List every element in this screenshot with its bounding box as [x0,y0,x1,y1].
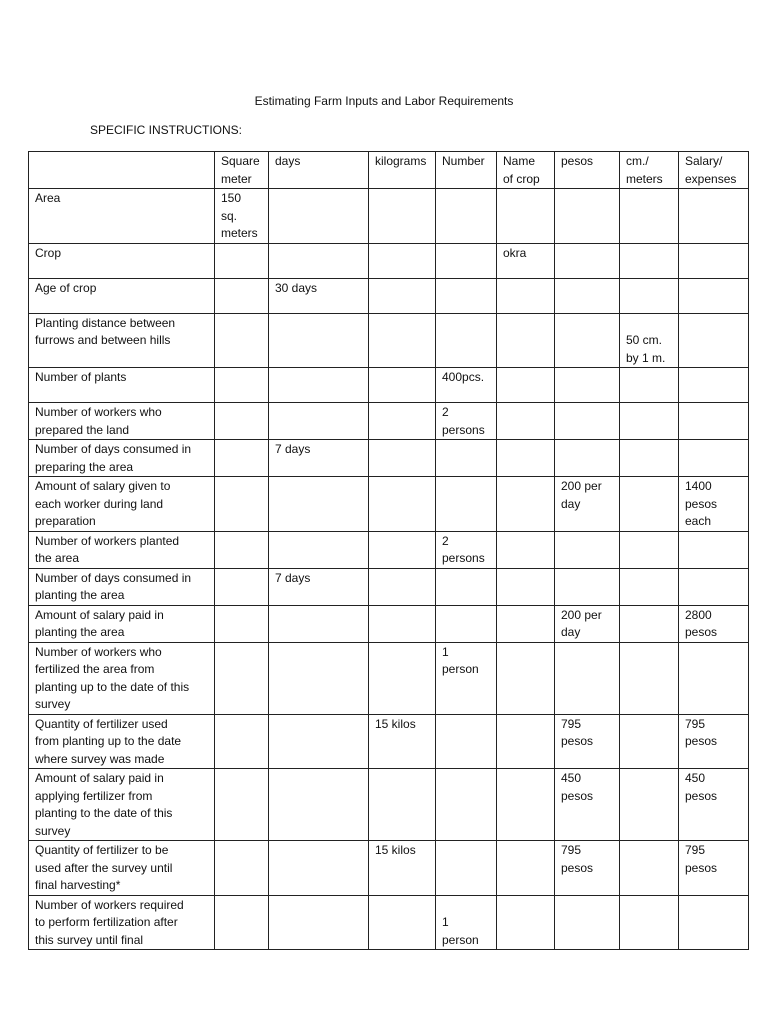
table-cell [215,642,269,714]
header-cell-days: days [269,152,369,189]
table-cell [215,714,269,769]
row-label-cell: Quantity of fertilizer to be used after the survey until final harvesting* [29,841,215,896]
table-cell: 150 sq. meters [215,189,269,244]
table-cell [620,841,679,896]
table-row [29,477,749,532]
table-cell [497,368,555,403]
header-cell-square-meter: Square meter [215,152,269,189]
table-cell [369,477,436,532]
table-cell: 450 pesos [679,769,749,841]
row-label-cell: Crop [29,243,215,278]
header-cell-pesos: pesos [555,152,620,189]
table-row [29,605,749,642]
table-cell [679,189,749,244]
table-cell [436,714,497,769]
row-label-cell: Number of workers planted the area [29,531,215,568]
table-cell [620,368,679,403]
table-cell [215,440,269,477]
table-cell [555,243,620,278]
table-cell: 450 pesos [555,769,620,841]
table-cell [620,605,679,642]
table-cell [215,568,269,605]
table-cell: okra [497,243,555,278]
table-cell [436,243,497,278]
table-cell [497,278,555,313]
table-cell [436,440,497,477]
header-cell-blank [29,152,215,189]
table-cell [679,531,749,568]
table-cell [369,189,436,244]
table-cell: 795 pesos [555,714,620,769]
table-cell [436,769,497,841]
table-cell [497,642,555,714]
table-cell [269,477,369,532]
table-cell: 1 person [436,895,497,950]
header-cell-salary-expenses: Salary/ expenses [679,152,749,189]
header-cell-number: Number [436,152,497,189]
table-cell [555,440,620,477]
table-cell: 200 per day [555,605,620,642]
table-cell: 2 persons [436,531,497,568]
table-cell: 2800 pesos [679,605,749,642]
table-cell [679,440,749,477]
table-cell [620,403,679,440]
table-cell: 795 pesos [679,841,749,896]
row-label-cell: Area [29,189,215,244]
table-cell [555,403,620,440]
table-cell: 7 days [269,568,369,605]
table-cell: 200 per day [555,477,620,532]
table-row [29,568,749,605]
table-cell [369,568,436,605]
table-cell [269,895,369,950]
table-cell [497,403,555,440]
row-label-cell: Age of crop [29,278,215,313]
table-cell [679,642,749,714]
table-cell [436,189,497,244]
table-cell [620,895,679,950]
header-cell-name-of-crop: Name of crop [497,152,555,189]
table-cell [679,568,749,605]
table-cell [679,403,749,440]
table-cell [369,243,436,278]
table-cell [215,243,269,278]
table-cell [215,313,269,368]
table-cell [215,841,269,896]
table-cell [679,243,749,278]
table-row [29,368,749,403]
row-label-cell: Amount of salary paid in planting the area [29,605,215,642]
table-cell: 50 cm. by 1 m. [620,313,679,368]
table-row [29,403,749,440]
table-cell [269,189,369,244]
table-row [29,440,749,477]
table-cell [620,278,679,313]
table-cell [620,189,679,244]
table-cell [215,403,269,440]
table-cell [269,531,369,568]
instructions-label: SPECIFIC INSTRUCTIONS: [90,123,243,137]
table-cell [369,368,436,403]
table-cell [436,278,497,313]
farm-inputs-table [28,151,749,950]
table-row [29,714,749,769]
table-cell [369,440,436,477]
table-cell [620,440,679,477]
table-cell [269,243,369,278]
table-cell [497,531,555,568]
table-cell [497,841,555,896]
table-cell: 2 persons [436,403,497,440]
table-cell [620,642,679,714]
table-cell [215,769,269,841]
table-cell [620,477,679,532]
table-row [29,313,749,368]
row-label-cell: Number of days consumed in preparing the area [29,440,215,477]
table-cell [369,769,436,841]
table-row [29,895,749,950]
table-cell [436,841,497,896]
table-cell [555,642,620,714]
table-cell [555,278,620,313]
header-cell-cm-meters: cm./ meters [620,152,679,189]
table-row [29,841,749,896]
table-cell [555,313,620,368]
table-cell: 400pcs. [436,368,497,403]
table-cell [269,313,369,368]
table-cell: 1400 pesos each [679,477,749,532]
table-cell: 15 kilos [369,714,436,769]
table-cell [555,895,620,950]
table-cell [497,568,555,605]
table-cell [269,769,369,841]
header-cell-kilograms: kilograms [369,152,436,189]
table-cell [679,278,749,313]
table-cell [436,477,497,532]
table-cell: 795 pesos [679,714,749,769]
table-cell [215,477,269,532]
table-cell [620,568,679,605]
table-cell [497,189,555,244]
table-cell: 30 days [269,278,369,313]
table-cell [436,605,497,642]
table-cell [497,769,555,841]
table-cell [369,605,436,642]
row-label-cell: Number of workers required to perform fertilization after this survey until final [29,895,215,950]
row-label-cell: Amount of salary given to each worker during land preparation [29,477,215,532]
table-cell [679,313,749,368]
table-row [29,642,749,714]
table-cell [369,403,436,440]
table-cell [679,895,749,950]
table-cell [369,278,436,313]
document-title: Estimating Farm Inputs and Labor Requirements [254,94,514,108]
table-cell [620,714,679,769]
table-cell [215,895,269,950]
table-cell [555,368,620,403]
row-label-cell: Number of workers who fertilized the area from planting up to the date of this survey [29,642,215,714]
table-cell [555,531,620,568]
table-row [29,769,749,841]
table-cell [269,714,369,769]
table-cell [369,642,436,714]
table-cell: 795 pesos [555,841,620,896]
table-row [29,243,749,278]
table-cell [269,841,369,896]
row-label-cell: Number of days consumed in planting the area [29,568,215,605]
table-cell [555,189,620,244]
table-cell [369,313,436,368]
table-cell [555,568,620,605]
table-cell [269,403,369,440]
table-header-row [29,152,749,189]
row-label-cell: Planting distance between furrows and between hills [29,313,215,368]
table-cell [436,568,497,605]
table-cell: 15 kilos [369,841,436,896]
table-body [29,189,749,950]
table-row [29,278,749,313]
table-row [29,531,749,568]
table-row [29,189,749,244]
table-cell [215,368,269,403]
table-cell [215,278,269,313]
table-cell: 7 days [269,440,369,477]
table-cell [269,642,369,714]
row-label-cell: Number of workers who prepared the land [29,403,215,440]
table-cell [620,531,679,568]
table-cell [215,531,269,568]
table-cell [269,605,369,642]
table-cell [497,714,555,769]
table-cell [269,368,369,403]
table-cell [497,440,555,477]
row-label-cell: Quantity of fertilizer used from planting up to the date where survey was made [29,714,215,769]
row-label-cell: Number of plants [29,368,215,403]
table-cell [436,313,497,368]
row-label-cell: Amount of salary paid in applying fertilizer from planting to the date of this survey [29,769,215,841]
table-cell [497,477,555,532]
table-cell [620,243,679,278]
table-cell [497,605,555,642]
table-cell [497,313,555,368]
table-cell: 1 person [436,642,497,714]
table-cell [369,531,436,568]
table-cell [679,368,749,403]
table-cell [369,895,436,950]
table-cell [215,605,269,642]
table-cell [497,895,555,950]
table-cell [620,769,679,841]
